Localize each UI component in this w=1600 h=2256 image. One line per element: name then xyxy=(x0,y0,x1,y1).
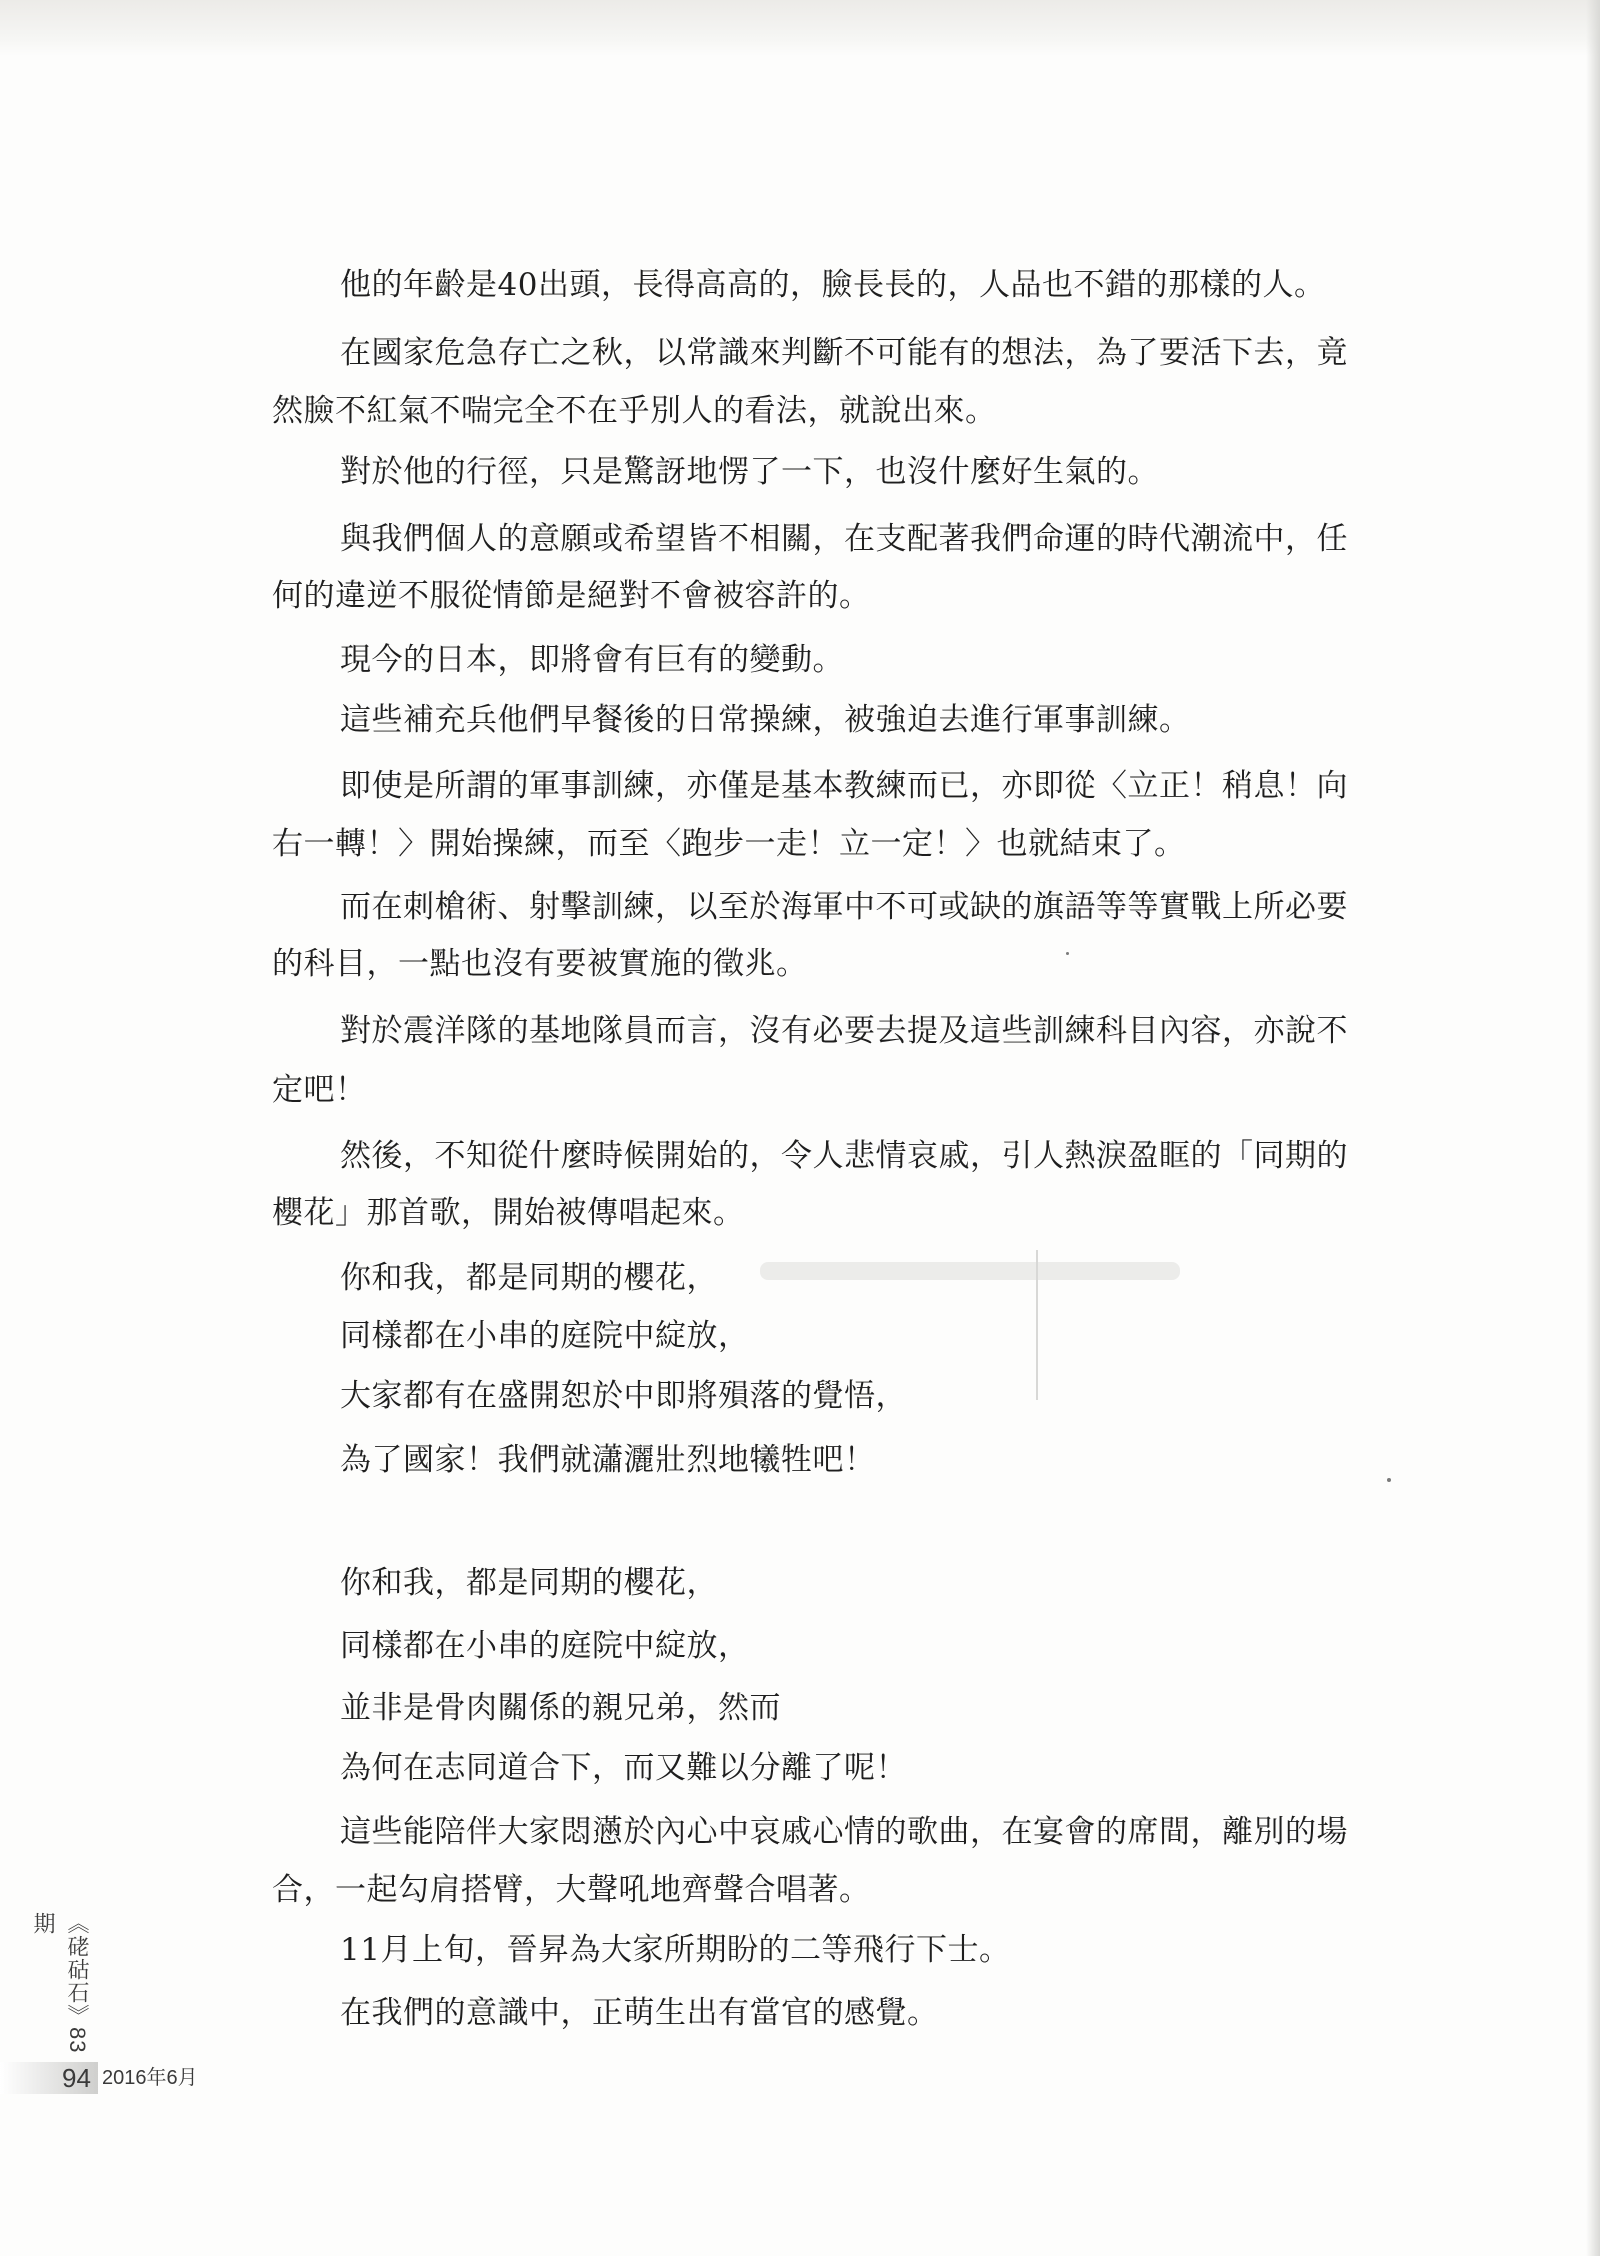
paragraph-line: 他的年齡是40出頭，長得高高的，臉長長的，人品也不錯的那樣的人。 xyxy=(340,267,1326,303)
paragraph-line: 對於他的行徑，只是驚訝地愣了一下，也沒什麼好生氣的。 xyxy=(340,454,1159,490)
song-line: 並非是骨肉關係的親兄弟，然而 xyxy=(340,1690,781,1726)
paragraph-line: 對於震洋隊的基地隊員而言，沒有必要去提及這些訓練科目內容，亦說不 xyxy=(340,1013,1348,1049)
paragraph-line: 而在刺槍術、射擊訓練，以至於海軍中不可或缺的旗語等等實戰上所必要 xyxy=(340,889,1348,925)
song-line: 為了國家！我們就瀟灑壯烈地犧牲吧！ xyxy=(340,1442,876,1478)
issue-date: 2016年6月 xyxy=(102,2067,198,2089)
paragraph-line: 然臉不紅氣不喘完全不在乎別人的看法，就說出來。 xyxy=(272,393,997,429)
paragraph-line: 然後，不知從什麼時候開始的，令人悲情哀戚，引人熱淚盈眶的「同期的 xyxy=(340,1138,1348,1174)
song-line: 為何在志同道合下，而又難以分離了呢！ xyxy=(340,1750,907,1786)
song-line: 大家都有在盛開恕於中即將殞落的覺悟， xyxy=(340,1378,907,1414)
paragraph-line: 在國家危急存亡之秋，以常識來判斷不可能有的想法，為了要活下去，竟 xyxy=(340,335,1348,371)
song-line: 你和我，都是同期的櫻花， xyxy=(340,1565,718,1601)
publication-title: 《硓𥑮石》83期 xyxy=(31,1912,90,2054)
song-line: 同樣都在小串的庭院中綻放， xyxy=(340,1318,750,1354)
paragraph-line: 與我們個人的意願或希望皆不相關，在支配著我們命運的時代潮流中，任 xyxy=(340,521,1348,557)
song-line: 你和我，都是同期的櫻花， xyxy=(340,1260,718,1296)
paragraph-line: 櫻花」那首歌，開始被傳唱起來。 xyxy=(272,1195,745,1231)
paragraph-line: 現今的日本，即將會有巨有的變動。 xyxy=(340,642,844,678)
paragraph-line: 定吧！ xyxy=(272,1072,367,1108)
paragraph-line: 即使是所謂的軍事訓練，亦僅是基本教練而已，亦即從〈立正！稍息！向 xyxy=(340,768,1348,804)
paragraph-line: 合，一起勾肩搭臂，大聲吼地齊聲合唱著。 xyxy=(272,1872,871,1908)
paragraph-line: 右一轉！〉開始操練，而至〈跑步一走！立一定！〉也就結束了。 xyxy=(272,826,1186,862)
page-folio xyxy=(0,2062,250,2094)
song-line: 同樣都在小串的庭院中綻放， xyxy=(340,1628,750,1664)
paragraph-line: 何的違逆不服從情節是絕對不會被容許的。 xyxy=(272,578,871,614)
paragraph-line: 11月上旬，晉昇為大家所期盼的二等飛行下士。 xyxy=(340,1932,1011,1968)
paragraph-line: 在我們的意識中，正萌生出有當官的感覺。 xyxy=(340,1995,939,2031)
paragraph-line: 的科目，一點也沒有要被實施的徵兆。 xyxy=(272,946,808,982)
paragraph-line: 這些補充兵他們早餐後的日常操練，被強迫去進行軍事訓練。 xyxy=(340,702,1191,738)
paragraph-line: 這些能陪伴大家悶懣於內心中哀戚心情的歌曲，在宴會的席間，離別的場 xyxy=(340,1814,1348,1850)
page-number: 94 xyxy=(62,2063,91,2093)
